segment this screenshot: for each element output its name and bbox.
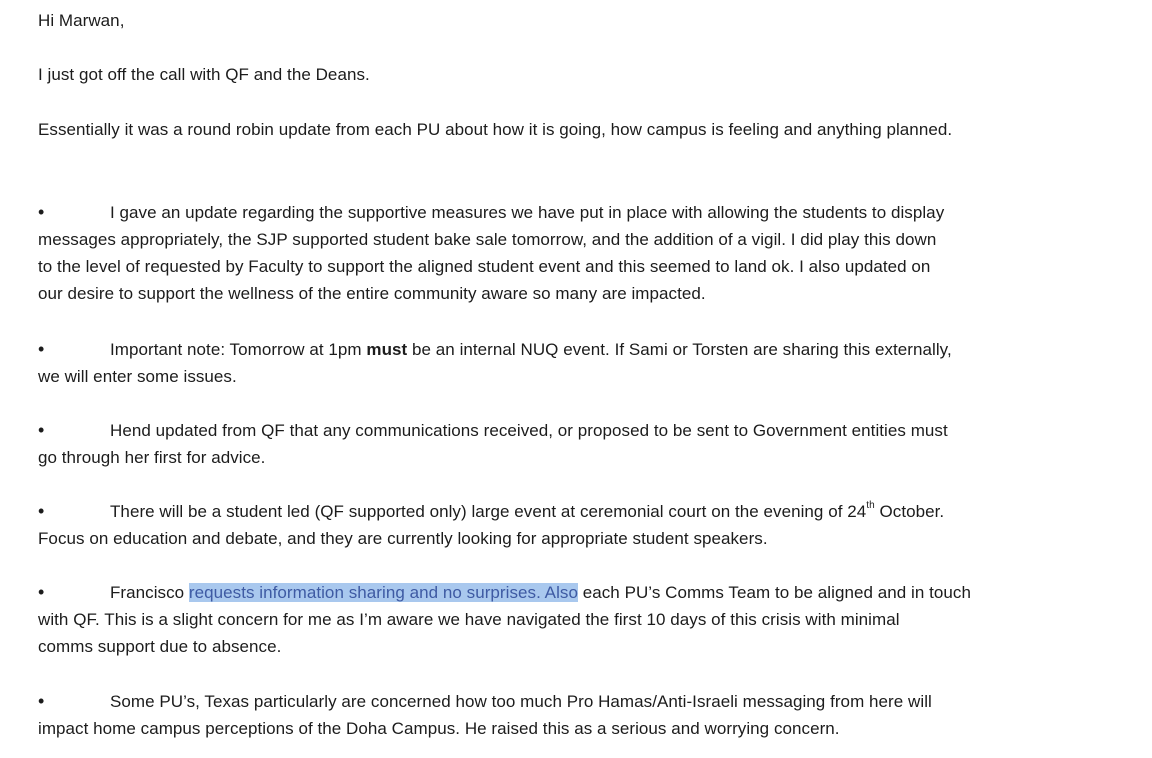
bullet-1-dot: •	[38, 202, 45, 222]
bullet-4-line-1	[110, 498, 944, 525]
bullet-5-line-1	[110, 579, 971, 606]
bullet-1-line-1: I gave an update regarding the supportive measures we have put in place with allowing the students to display	[110, 203, 945, 222]
bullet-5-dot: •	[38, 582, 45, 602]
bullet-2-dot: •	[38, 339, 45, 359]
bullet-3-dot: •	[38, 420, 45, 440]
bullet-2-text-b: be an internal NUQ event. If Sami or Torsten are sharing this externally,	[407, 340, 952, 359]
bullet-3-line-2: go through her first for advice.	[38, 448, 266, 467]
bullet-5-line-3: comms support due to absence.	[38, 637, 282, 656]
bullet-4-line-2: Focus on education and debate, and they are currently looking for appropriate student speakers.	[38, 529, 768, 548]
greeting: Hi Marwan,	[38, 11, 125, 30]
bullet-4-text-a: There will be a student led (QF supported only) large event at ceremonial court on the evening of 24	[110, 502, 867, 521]
bullet-2-bold-must: must	[366, 340, 408, 359]
bullet-1-line-4: our desire to support the wellness of the entire community aware so many are impacted.	[38, 284, 706, 303]
bullet-2-line-1	[110, 336, 952, 363]
bullet-1-line-2: messages appropriately, the SJP supported student bake sale tomorrow, and the addition of a vigil. I did play this down	[38, 230, 937, 249]
paragraph-round-robin: Essentially it was a round robin update from each PU about how it is going, how campus is feeling and anything planned.	[38, 120, 953, 139]
bullet-4-text-b: October.	[874, 502, 945, 521]
text-selection-highlight[interactable]: requests information sharing and no surprises. Also	[188, 583, 578, 602]
bullet-5-text-a: Francisco	[110, 583, 189, 602]
bullet-5-text-b: each PU’s Comms Team to be aligned and in touch	[577, 583, 971, 602]
bullet-4-ordinal-suffix: th	[866, 500, 875, 512]
bullet-2-line-2: we will enter some issues.	[38, 367, 237, 386]
bullet-3-line-1: Hend updated from QF that any communications received, or proposed to be sent to Government entities must	[110, 421, 948, 440]
bullet-1-line-3: to the level of requested by Faculty to support the aligned student event and this seemed to land ok. I also updated on	[38, 257, 931, 276]
bullet-6-dot: •	[38, 691, 45, 711]
bullet-6-line-1: Some PU’s, Texas particularly are concerned how too much Pro Hamas/Anti-Israeli messaging from here will	[110, 692, 932, 711]
bullet-4-dot: •	[38, 501, 45, 521]
bullet-6-line-2: impact home campus perceptions of the Doha Campus. He raised this as a serious and worrying concern.	[38, 719, 840, 738]
bullet-5-line-2: with QF. This is a slight concern for me as I’m aware we have navigated the first 10 days of this crisis with minimal	[38, 610, 900, 629]
paragraph-call-summary: I just got off the call with QF and the Deans.	[38, 65, 370, 84]
bullet-2-text-a: Important note: Tomorrow at 1pm	[110, 340, 367, 359]
